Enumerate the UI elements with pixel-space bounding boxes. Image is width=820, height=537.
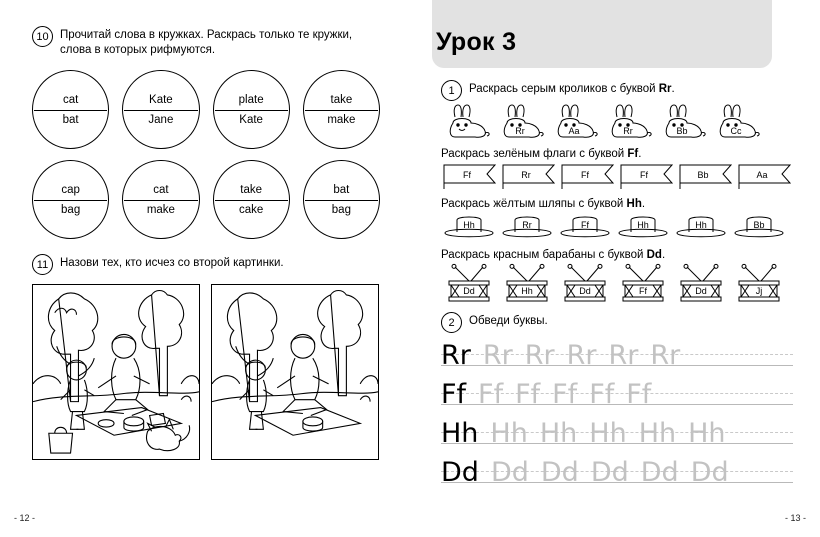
- task-11: [32, 254, 380, 275]
- left-page-content: [32, 26, 380, 460]
- right-page-content: [441, 80, 793, 493]
- drum-figure[interactable]: [673, 263, 729, 305]
- hat-figure[interactable]: [615, 212, 671, 241]
- hats-instruction-prefix: Раскрась жёлтым шляпы с буквой: [441, 198, 627, 210]
- tracing-ghost-letter: Dd: [490, 457, 529, 488]
- word-bottom: bag: [61, 203, 81, 216]
- rabbit-letter: Rr: [515, 126, 525, 136]
- tracing-ghost-letter: Rr: [524, 340, 555, 371]
- drum-letter: Ff: [639, 286, 647, 296]
- hat-figure[interactable]: [499, 212, 555, 241]
- task-2: [441, 312, 793, 333]
- drum-figure[interactable]: [441, 263, 497, 305]
- flags-instruction-suffix: .: [638, 148, 642, 160]
- tracing-line[interactable]: [441, 376, 793, 412]
- task-1-text-suffix: .: [671, 83, 675, 95]
- right-page: [410, 0, 820, 537]
- rabbit-figure[interactable]: [657, 103, 709, 140]
- hat-letter: Rr: [522, 220, 532, 230]
- word-top: Kate: [149, 93, 173, 106]
- word-circles-row-1: [32, 70, 380, 149]
- hat-letter: Ff: [581, 220, 589, 230]
- drums-instruction-letter: Dd: [646, 249, 662, 261]
- word-circles-row-2: [32, 160, 380, 239]
- tracing-line[interactable]: [441, 415, 793, 451]
- picture-two-park-scene: [211, 284, 379, 460]
- flags-instruction-letter: Ff: [627, 148, 639, 160]
- tracing-ghost-letter: Hh: [688, 418, 726, 449]
- drums-row: [441, 263, 793, 305]
- word-bottom: Kate: [239, 113, 263, 126]
- flag-figure[interactable]: [618, 162, 675, 190]
- task-1-letter: Rr: [658, 83, 672, 95]
- drum-figure[interactable]: [499, 263, 555, 305]
- drums-instruction-prefix: Раскрась красным барабаны с буквой: [441, 249, 647, 261]
- flag-letter: Rr: [521, 170, 531, 180]
- page-number-left: - 12 -: [14, 513, 36, 523]
- task-11-number: 11: [32, 254, 53, 275]
- tracing-ghost-letter: Hh: [589, 418, 627, 449]
- word-circle[interactable]: [303, 70, 380, 149]
- rabbit-letter: Bb: [676, 126, 688, 136]
- tracing-ghost-letter: Rr: [608, 340, 639, 371]
- tracing-ghost-letter: Ff: [626, 379, 652, 410]
- drum-letter: Jj: [755, 286, 763, 296]
- task-2-text: Обведи буквы.: [469, 315, 548, 327]
- task-11-text: Назови тех, кто исчез со второй картинки.: [60, 257, 284, 270]
- flag-figure[interactable]: [441, 162, 498, 190]
- rabbit-figure[interactable]: [603, 103, 655, 140]
- task-10-number: 10: [32, 26, 53, 47]
- picture-pair: [32, 284, 380, 460]
- hats-row: [441, 212, 793, 241]
- hats-instruction-suffix: .: [641, 198, 646, 210]
- tracing-ghost-letter: Rr: [566, 340, 597, 371]
- tracing-ghost-letter: Dd: [690, 457, 729, 488]
- word-circle[interactable]: [303, 160, 380, 239]
- tracing-ghost-letter: Ff: [515, 379, 541, 410]
- tracing-solid-letter: Ff: [441, 379, 467, 410]
- tracing-ghost-letter: Rr: [482, 340, 513, 371]
- tracing-ghost-letter: Ff: [589, 379, 615, 410]
- hat-letter: Hh: [637, 220, 649, 230]
- flag-figure[interactable]: [736, 162, 793, 190]
- rabbit-figure[interactable]: [711, 103, 763, 140]
- task-1-text-prefix: Раскрась серым кроликов с буквой: [469, 83, 659, 95]
- hat-figure[interactable]: [673, 212, 729, 241]
- tracing-ghost-letter: Hh: [490, 418, 528, 449]
- rabbits-row: [441, 103, 793, 140]
- flag-letter: Ff: [581, 170, 589, 180]
- task-1-text: [469, 80, 675, 97]
- word-bottom: make: [327, 113, 356, 126]
- tracing-letters: [441, 379, 651, 410]
- tracing-letters: [441, 340, 680, 371]
- word-top: take: [240, 183, 262, 196]
- rabbit-figure[interactable]: [495, 103, 547, 140]
- flag-letter: Ff: [640, 170, 648, 180]
- word-circle[interactable]: [213, 70, 290, 149]
- tracing-ghost-letter: Dd: [540, 457, 579, 488]
- word-top: cap: [61, 183, 80, 196]
- flags-instruction: [441, 148, 793, 160]
- tracing-solid-letter: Hh: [441, 418, 479, 449]
- drum-figure[interactable]: [731, 263, 787, 305]
- task-2-number: 2: [441, 312, 462, 333]
- task-10: [32, 26, 380, 58]
- tracing-ghost-letter: Dd: [640, 457, 679, 488]
- tracing-solid-letter: Dd: [441, 457, 479, 488]
- hats-instruction-letter: Hh: [626, 198, 642, 210]
- flag-figure[interactable]: [500, 162, 557, 190]
- lesson-title: Урок 3: [436, 28, 517, 56]
- flags-row: [441, 162, 793, 190]
- rabbit-figure[interactable]: [549, 103, 601, 140]
- rabbit-letter: Aa: [568, 126, 580, 136]
- word-top: cat: [153, 183, 169, 196]
- tracing-ghost-letter: Dd: [590, 457, 629, 488]
- page-number-right: - 13 -: [784, 513, 806, 523]
- word-top: take: [330, 93, 353, 106]
- hat-figure[interactable]: [441, 212, 497, 241]
- tracing-ghost-letter: Ff: [552, 379, 578, 410]
- drum-letter: Hh: [521, 286, 533, 296]
- tracing-line[interactable]: [441, 454, 793, 490]
- tracing-ghost-letter: Hh: [539, 418, 578, 449]
- tracing-ghost-letter: Hh: [638, 418, 677, 449]
- drum-figure[interactable]: [615, 263, 671, 305]
- task-1: [441, 80, 793, 101]
- drum-letter: Dd: [579, 286, 591, 296]
- drum-letter: Dd: [695, 286, 707, 296]
- word-circle[interactable]: [32, 70, 109, 149]
- word-circle[interactable]: [122, 160, 199, 239]
- tracing-line[interactable]: [441, 337, 793, 373]
- hat-letter: Hh: [695, 220, 707, 230]
- tracing-letters: [441, 418, 726, 449]
- hat-figure[interactable]: [731, 212, 787, 241]
- tracing-solid-letter: Rr: [441, 340, 471, 371]
- hats-instruction: [441, 198, 793, 210]
- flag-letter: Aa: [756, 170, 768, 180]
- word-circle[interactable]: [213, 160, 290, 239]
- task-1-number: 1: [441, 80, 462, 101]
- hat-letter: Hh: [463, 220, 475, 230]
- flag-letter: Bb: [697, 170, 709, 180]
- task-10-text: Прочитай слова в кружках. Раскрась только те кружки, слова в которых рифмуются.: [60, 29, 353, 57]
- hat-letter: Bb: [753, 220, 765, 230]
- hat-figure[interactable]: [557, 212, 613, 241]
- word-circle[interactable]: [122, 70, 199, 149]
- word-circle[interactable]: [32, 160, 109, 239]
- word-bottom: Jane: [148, 113, 174, 126]
- flag-figure[interactable]: [559, 162, 616, 190]
- rabbit-letter: Rr: [623, 126, 633, 136]
- word-bottom: bat: [62, 113, 79, 126]
- tracing-ghost-letter: Rr: [650, 340, 681, 371]
- drum-letter: Dd: [463, 286, 475, 296]
- word-top: plate: [238, 93, 264, 106]
- word-top: cat: [62, 93, 79, 106]
- tracing-block: [441, 337, 793, 490]
- rabbit-figure[interactable]: [441, 103, 493, 140]
- drums-instruction: [441, 249, 793, 261]
- word-top: bat: [333, 183, 350, 196]
- flag-figure[interactable]: [677, 162, 734, 190]
- rabbit-letter: Cc: [730, 126, 742, 136]
- word-bottom: bag: [331, 203, 351, 216]
- tracing-ghost-letter: Ff: [478, 379, 504, 410]
- drums-instruction-suffix: .: [661, 249, 666, 261]
- tracing-letters: [441, 457, 729, 488]
- flag-letter: Ff: [463, 170, 471, 180]
- word-bottom: make: [146, 203, 175, 216]
- drum-figure[interactable]: [557, 263, 613, 305]
- word-bottom: cake: [238, 203, 264, 216]
- picture-one-park-scene: [32, 284, 200, 460]
- flags-instruction-prefix: Раскрась зелёным флаги с буквой: [441, 148, 628, 160]
